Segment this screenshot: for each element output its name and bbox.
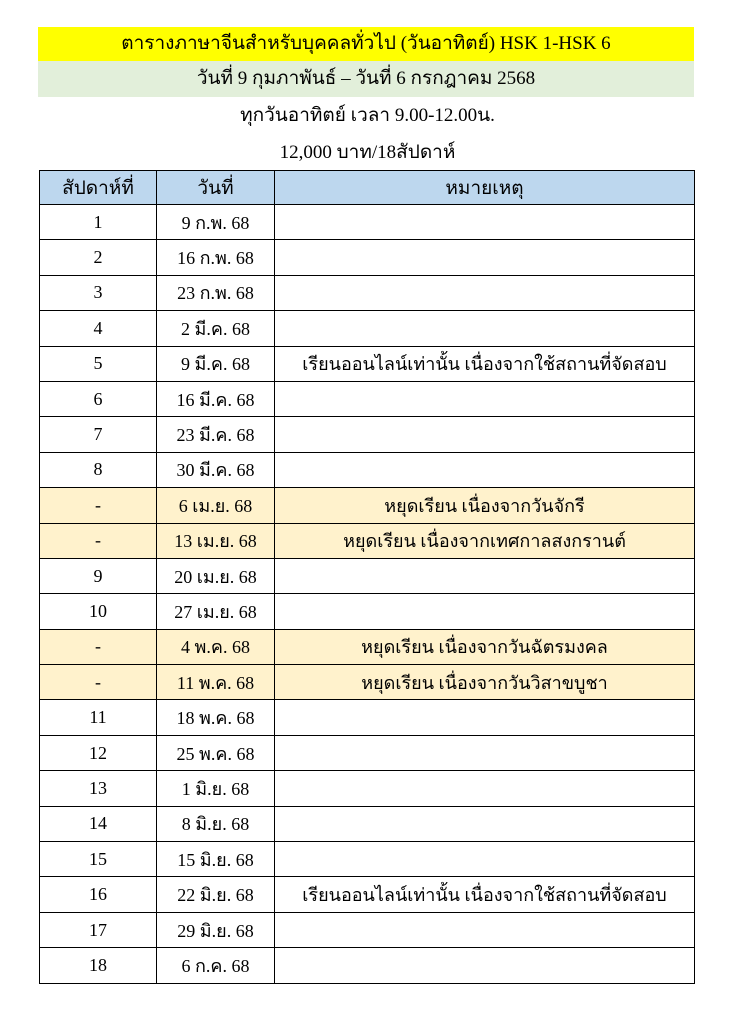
course-price: 12,000 บาท/18สัปดาห์ <box>279 142 456 163</box>
date-cell: 9 ก.พ. 68 <box>157 205 275 240</box>
table-row <box>40 806 695 841</box>
table-row <box>40 665 695 700</box>
week-cell: 17 <box>40 912 157 947</box>
note-cell <box>275 806 695 841</box>
table-row <box>40 311 695 346</box>
date-cell: 16 ก.พ. 68 <box>157 240 275 275</box>
note-cell <box>275 594 695 629</box>
date-cell: 9 มี.ค. 68 <box>157 346 275 381</box>
date-cell: 1 มิ.ย. 68 <box>157 771 275 806</box>
note-cell: หยุดเรียน เนื่องจากวันฉัตรมงคล <box>275 629 695 664</box>
column-header-week: สัปดาห์ที่ <box>40 171 157 205</box>
week-cell: 3 <box>40 275 157 310</box>
date-cell: 15 มิ.ย. 68 <box>157 842 275 877</box>
note-cell: หยุดเรียน เนื่องจากวันจักรี <box>275 488 695 523</box>
week-cell: 12 <box>40 735 157 770</box>
column-header-note: หมายเหตุ <box>275 171 695 205</box>
table-row <box>40 842 695 877</box>
note-cell <box>275 452 695 487</box>
week-cell: 9 <box>40 558 157 593</box>
note-cell <box>275 700 695 735</box>
note-cell: เรียนออนไลน์เท่านั้น เนื่องจากใช้สถานที่จัดสอบ <box>275 877 695 912</box>
table-row <box>40 735 695 770</box>
table-row <box>40 629 695 664</box>
week-cell: 1 <box>40 205 157 240</box>
note-cell <box>275 240 695 275</box>
schedule-table <box>39 170 695 984</box>
week-cell: 6 <box>40 381 157 416</box>
date-cell: 8 มิ.ย. 68 <box>157 806 275 841</box>
table-row <box>40 346 695 381</box>
table-row <box>40 205 695 240</box>
week-cell: 5 <box>40 346 157 381</box>
note-cell <box>275 735 695 770</box>
week-cell: 10 <box>40 594 157 629</box>
date-cell: 18 พ.ค. 68 <box>157 700 275 735</box>
table-row <box>40 594 695 629</box>
date-cell: 13 เม.ย. 68 <box>157 523 275 558</box>
column-header-date: วันที่ <box>157 171 275 205</box>
date-cell: 30 มี.ค. 68 <box>157 452 275 487</box>
date-cell: 29 มิ.ย. 68 <box>157 912 275 947</box>
date-cell: 11 พ.ค. 68 <box>157 665 275 700</box>
table-row <box>40 381 695 416</box>
note-cell <box>275 842 695 877</box>
week-cell: 18 <box>40 948 157 983</box>
table-row <box>40 948 695 983</box>
date-cell: 2 มี.ค. 68 <box>157 311 275 346</box>
date-cell: 25 พ.ค. 68 <box>157 735 275 770</box>
week-cell: 11 <box>40 700 157 735</box>
note-cell <box>275 381 695 416</box>
week-cell: 7 <box>40 417 157 452</box>
note-cell <box>275 771 695 806</box>
week-cell: - <box>40 523 157 558</box>
week-cell: 15 <box>40 842 157 877</box>
page-title: ตารางภาษาจีนสำหรับบุคคลทั่วไป (วันอาทิตย์) HSK 1-HSK 6 <box>38 27 694 61</box>
table-row <box>40 771 695 806</box>
table-row <box>40 275 695 310</box>
note-cell <box>275 558 695 593</box>
week-cell: - <box>40 629 157 664</box>
date-cell: 20 เม.ย. 68 <box>157 558 275 593</box>
table-row <box>40 912 695 947</box>
table-row <box>40 488 695 523</box>
date-cell: 23 มี.ค. 68 <box>157 417 275 452</box>
table-row <box>40 558 695 593</box>
note-cell <box>275 948 695 983</box>
note-cell: เรียนออนไลน์เท่านั้น เนื่องจากใช้สถานที่จัดสอบ <box>275 346 695 381</box>
note-cell <box>275 275 695 310</box>
date-cell: 16 มี.ค. 68 <box>157 381 275 416</box>
note-cell: หยุดเรียน เนื่องจากเทศกาลสงกรานต์ <box>275 523 695 558</box>
schedule-time: ทุกวันอาทิตย์ เวลา 9.00-12.00น. <box>240 105 495 126</box>
table-row <box>40 877 695 912</box>
note-cell <box>275 205 695 240</box>
table-row <box>40 452 695 487</box>
date-cell: 6 เม.ย. 68 <box>157 488 275 523</box>
week-cell: 16 <box>40 877 157 912</box>
table-header-row <box>40 171 695 205</box>
note-cell <box>275 417 695 452</box>
note-cell: หยุดเรียน เนื่องจากวันวิสาขบูชา <box>275 665 695 700</box>
date-cell: 23 ก.พ. 68 <box>157 275 275 310</box>
note-cell <box>275 311 695 346</box>
week-cell: 2 <box>40 240 157 275</box>
date-cell: 22 มิ.ย. 68 <box>157 877 275 912</box>
table-row <box>40 240 695 275</box>
week-cell: 4 <box>40 311 157 346</box>
date-cell: 4 พ.ค. 68 <box>157 629 275 664</box>
week-cell: - <box>40 488 157 523</box>
date-cell: 27 เม.ย. 68 <box>157 594 275 629</box>
table-row <box>40 417 695 452</box>
week-cell: - <box>40 665 157 700</box>
date-range: วันที่ 9 กุมภาพันธ์ – วันที่ 6 กรกฎาคม 2568 <box>38 61 694 97</box>
week-cell: 13 <box>40 771 157 806</box>
note-cell <box>275 912 695 947</box>
week-cell: 8 <box>40 452 157 487</box>
table-row <box>40 700 695 735</box>
date-cell: 6 ก.ค. 68 <box>157 948 275 983</box>
week-cell: 14 <box>40 806 157 841</box>
table-row <box>40 523 695 558</box>
